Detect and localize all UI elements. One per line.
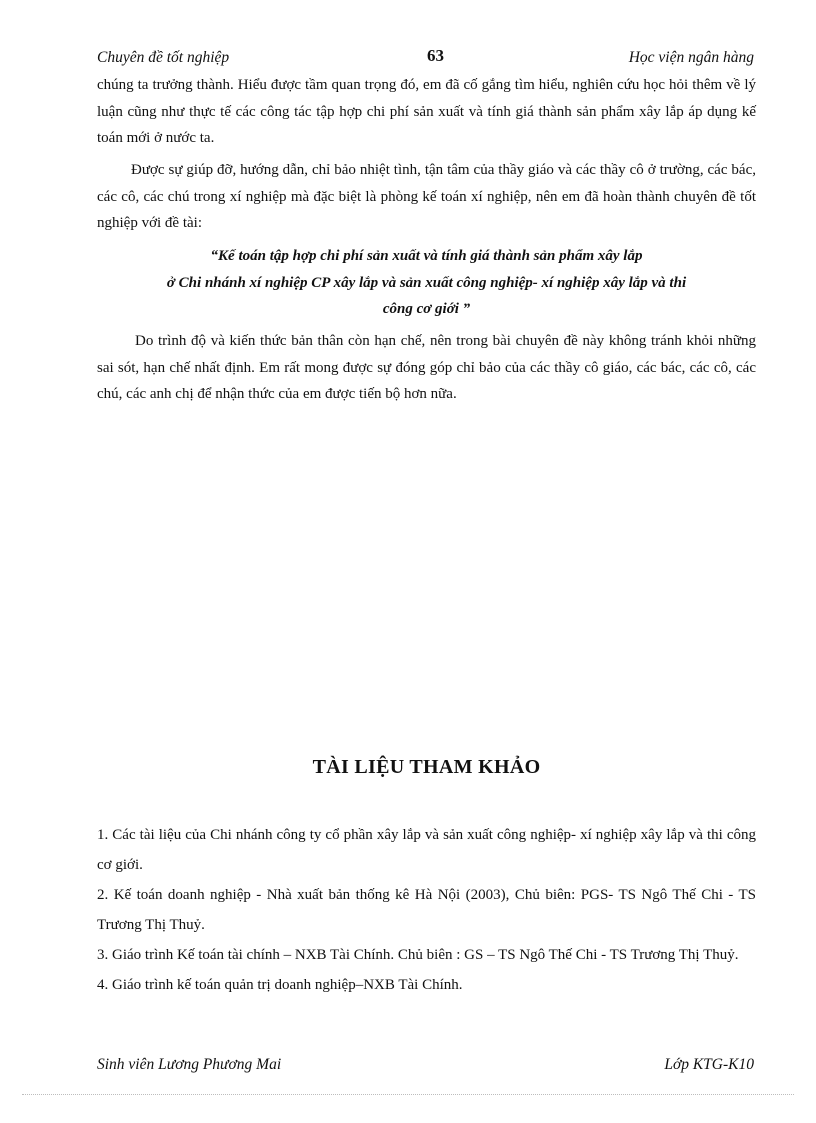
- page-bottom-divider: [22, 1094, 794, 1095]
- body-paragraph-1: chúng ta trưởng thành. Hiểu được tầm quan trọng đó, em đã cố gắng tìm hiểu, nghiên cứu học hỏi thêm về lý luận cũng như thực tế các công tác tập hợp chi phí sản xuất và tính giá thành sản phẩm xây lắp áp dụng kế toán mới ở nước ta.: [97, 77, 756, 146]
- header-institution: Học viện ngân hàng: [628, 49, 754, 66]
- footer-class: Lớp KTG-K10: [664, 1056, 754, 1073]
- reference-item: 3. Giáo trình Kế toán tài chính – NXB Tài Chính. Chủ biên : GS – TS Ngô Thế Chi - TS Trương Thị Thuỷ.: [97, 947, 739, 963]
- body-paragraph-3: Do trình độ và kiến thức bản thân còn hạn chế, nên trong bài chuyên đề này không tránh khỏi những sai sót, hạn chế nhất định. Em rất mong được sự đóng góp chỉ bảo của các thầy cô giáo, các bác, các cô, các chú, các anh chị để nhận thức của em được tiến bộ hơn nữa.: [97, 333, 756, 402]
- reference-item: 4. Giáo trình kế toán quản trị doanh nghiệp–NXB Tài Chính.: [97, 977, 463, 993]
- page-number: 63: [427, 46, 444, 65]
- references-list: [97, 820, 756, 1000]
- page-footer: [97, 1056, 754, 1080]
- header-course-title: Chuyên đề tốt nghiệp: [97, 49, 230, 66]
- thesis-topic-line-3: công cơ giới ”: [382, 301, 471, 317]
- footer-student-name: Sinh viên Lương Phương Mai: [97, 1056, 282, 1073]
- thesis-topic-line-1: “Kế toán tập hợp chi phí sản xuất và tính giá thành sản phẩm xây lắp: [210, 248, 643, 264]
- body-paragraph-2: Được sự giúp đỡ, hướng dẫn, chỉ bảo nhiệt tình, tận tâm của thầy giáo và các thầy cô ở trường, các bác, các cô, các chú trong xí nghiệp mà đặc biệt là phòng kế toán xí nghiệp, nên em đã hoàn thành chuyên đề tốt nghiệp với đề tài:: [97, 162, 756, 231]
- reference-item: 1. Các tài liệu của Chi nhánh công ty cổ phần xây lắp và sản xuất công nghiệp- xí nghiệp xây lắp và thi công cơ giới.: [97, 827, 756, 873]
- thesis-topic: [97, 243, 756, 323]
- page-header: [97, 46, 754, 70]
- reference-item: 2. Kế toán doanh nghiệp - Nhà xuất bản thống kê Hà Nội (2003), Chủ biên: PGS- TS Ngô Thế Chi - TS Trương Thị Thuỷ.: [97, 887, 756, 933]
- references-title: TÀI LIỆU THAM KHẢO: [312, 756, 541, 778]
- thesis-topic-line-2: ở Chi nhánh xí nghiệp CP xây lắp và sản xuất công nghiệp- xí nghiệp xây lắp và thi: [166, 274, 687, 291]
